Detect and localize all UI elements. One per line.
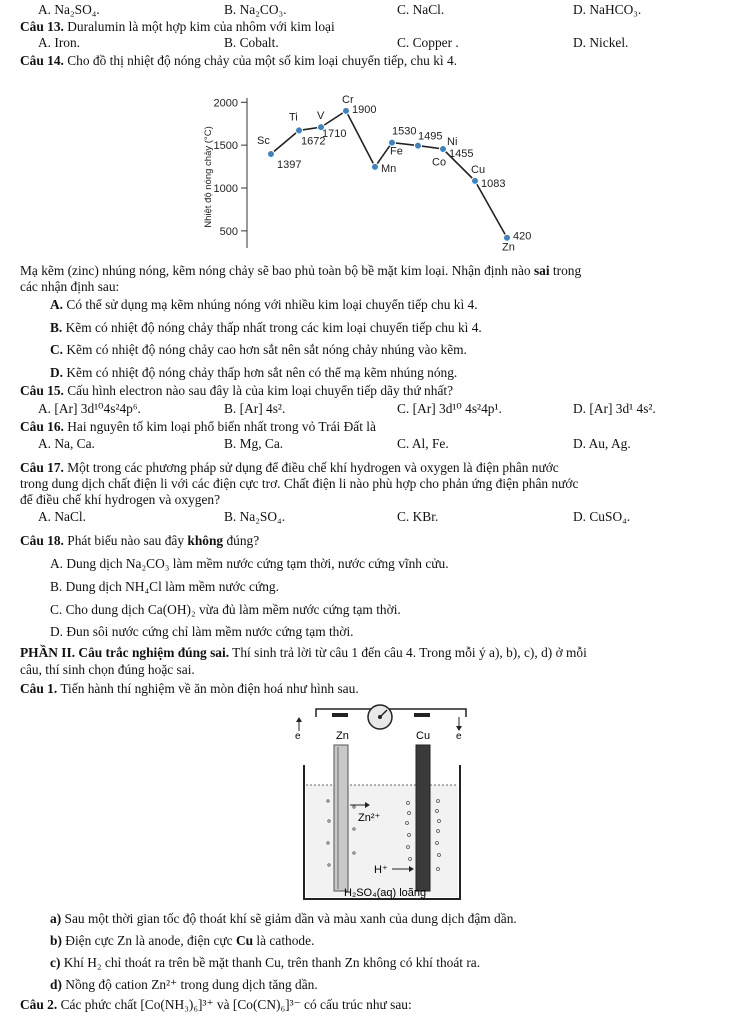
p2q2-text: Các phức chất [Co(NH₃)₆]³⁺ và [Co(CN)₆]³⁻ có cấu trúc như sau: bbox=[57, 997, 412, 1012]
q15-label: Câu 15. bbox=[20, 383, 64, 398]
q15-text: Cấu hình electron nào sau đây là của kim loại chuyển tiếp dãy thứ nhất? bbox=[63, 383, 454, 398]
zn-clamp bbox=[332, 713, 348, 717]
svg-text:Zn²⁺: Zn²⁺ bbox=[358, 812, 381, 824]
element-label-Ti: Ti bbox=[289, 111, 298, 124]
q13-label: Câu 13. bbox=[20, 19, 64, 34]
value-label-Ni: 1455 bbox=[449, 148, 474, 160]
part2-title: PHẦN II. Câu trắc nghiệm đúng sai. bbox=[20, 645, 230, 660]
q16-option-c: C. Al, Fe. bbox=[397, 436, 449, 451]
q18-stem bbox=[20, 533, 259, 549]
q18-option-b: B. Dung dịch NH₄Cl làm mềm nước cứng. bbox=[50, 579, 279, 594]
p2q1-text: Tiến hành thí nghiệm về ăn mòn điện hoá như hình sau. bbox=[57, 681, 359, 696]
q14-stem-text-end: trong bbox=[549, 263, 582, 278]
value-label-Zn: 420 bbox=[513, 230, 532, 243]
q17-option-a: A. NaCl. bbox=[38, 509, 86, 524]
p2q2-label: Câu 2. bbox=[20, 997, 58, 1012]
q16-option-b: B. Mg, Ca. bbox=[224, 436, 284, 451]
q15-option-c: C. [Ar] 3d¹⁰ 4s²4p¹. bbox=[397, 401, 502, 416]
element-label-Mn: Mn bbox=[381, 162, 397, 175]
p2q1-label: Câu 1. bbox=[20, 681, 58, 696]
q17-stem-line-2: trong dung dịch chất điện li với các điện cực trơ. Chất điện li nào phù hợp cho phản ứng điện phân nước bbox=[20, 476, 579, 491]
cu-label: Cu bbox=[416, 730, 431, 742]
q17-stem-line-1 bbox=[20, 460, 559, 476]
p2q1-stem bbox=[20, 681, 359, 697]
q15-option-a: A. [Ar] 3d¹⁰4s²4p⁶. bbox=[38, 401, 141, 416]
p2q1-statement-a: a) Sau một thời gian tốc độ thoát khí sẽ giảm dần và màu xanh của dung dịch đậm dần. bbox=[50, 911, 517, 926]
data-point-Co bbox=[415, 142, 422, 149]
y-tick-label: 500 bbox=[219, 225, 238, 238]
data-point-Cu bbox=[472, 177, 479, 184]
element-label-Cu: Cu bbox=[471, 163, 486, 176]
q15-stem bbox=[20, 383, 453, 399]
data-point-Mn bbox=[372, 163, 379, 170]
q17-option-b: B. Na₂SO₄. bbox=[224, 509, 286, 524]
value-label-Cu: 1083 bbox=[481, 177, 506, 190]
value-label-Fe: 1530 bbox=[392, 125, 417, 138]
q14-option-d: D. Kẽm có nhiệt độ nóng chảy thấp hơn sắt nên có thể mạ kẽm nhúng nóng. bbox=[50, 365, 458, 380]
element-label-Cr: Cr bbox=[342, 93, 354, 106]
q16-text: Hai nguyên tố kim loại phổ biến nhất trong vỏ Trái Đất là bbox=[63, 419, 376, 434]
q15-option-d: D. [Ar] 3d¹ 4s². bbox=[573, 401, 656, 416]
y-axis-label: Nhiệt độ nóng chảy (°C) bbox=[203, 126, 214, 228]
p2q1-statement-c: c) Khí H₂ chỉ thoát ra trên bề mặt thanh Cu, trên thanh Zn không có khí thoát ra. bbox=[50, 955, 481, 970]
q14-text: Cho đồ thị nhiệt độ nóng chảy của một số kim loại chuyển tiếp, chu kì 4. bbox=[63, 53, 458, 68]
data-point-Cr bbox=[343, 107, 350, 114]
q13-option-d: D. Nickel. bbox=[573, 35, 629, 50]
q12-option-b: B. Na₂CO₃. bbox=[224, 2, 287, 17]
value-label-V: 1710 bbox=[322, 128, 347, 141]
element-label-Fe: Fe bbox=[390, 145, 403, 158]
q16-stem bbox=[20, 419, 376, 435]
q18-text-end: đúng? bbox=[223, 533, 260, 548]
y-tick-label: 2000 bbox=[213, 97, 238, 110]
q12-option-c: C. NaCl. bbox=[397, 2, 445, 17]
data-points bbox=[257, 94, 531, 254]
data-point-Ni bbox=[440, 146, 447, 153]
q14-stem-line-1 bbox=[20, 263, 581, 279]
svg-text:e: e bbox=[295, 731, 301, 742]
q12-option-a: A. Na₂SO₄. bbox=[38, 2, 100, 17]
solution-label: H₂SO₄(aq) loãng bbox=[344, 887, 427, 899]
q15-option-b: B. [Ar] 4s². bbox=[224, 401, 286, 416]
zn-electrode bbox=[334, 745, 348, 891]
q17-option-d: D. CuSO₄. bbox=[573, 509, 631, 524]
value-label-Sc: 1397 bbox=[277, 158, 302, 171]
part2-instructions-line-2: câu, thí sinh chọn đúng hoặc sai. bbox=[20, 662, 195, 677]
q14-stem-text: Mạ kẽm (zinc) nhúng nóng, kẽm nóng chảy sẽ bao phủ toàn bộ bề mặt kim loại. Nhận định nào bbox=[20, 263, 534, 278]
data-point-Sc bbox=[268, 150, 275, 157]
q13-text: Duralumin là một hợp kim của nhôm với kim loại bbox=[63, 19, 335, 34]
q14-option-a: A. Có thể sử dụng mạ kẽm nhúng nóng với nhiều kim loại chuyển tiếp chu kì 4. bbox=[50, 297, 478, 312]
y-axis bbox=[203, 97, 247, 248]
electron-arrow-right bbox=[456, 717, 462, 742]
q13-option-c: C. Copper . bbox=[397, 35, 459, 50]
p2q2-stem bbox=[20, 997, 412, 1013]
value-label-Ti: 1672 bbox=[301, 135, 326, 148]
element-label-Sc: Sc bbox=[257, 134, 270, 147]
svg-text:H⁺: H⁺ bbox=[374, 864, 388, 876]
q13-stem bbox=[20, 19, 335, 35]
value-label-Co: 1495 bbox=[418, 130, 443, 143]
y-tick-label: 1500 bbox=[213, 140, 238, 153]
q17-label: Câu 17. bbox=[20, 460, 64, 475]
galvanometer-icon bbox=[368, 705, 392, 729]
element-label-Zn: Zn bbox=[502, 241, 515, 254]
melting-point-chart bbox=[185, 92, 565, 254]
part2-heading bbox=[20, 645, 587, 661]
p2q1-statement-b: b) Điện cực Zn là anode, điện cực Cu là cathode. bbox=[50, 933, 315, 948]
p2q1-statement-d: d) Nồng độ cation Zn²⁺ trong dung dịch tăng dần. bbox=[50, 977, 318, 992]
q17-option-c: C. KBr. bbox=[397, 509, 439, 524]
q14-option-c: C. Kẽm có nhiệt độ nóng chảy cao hơn sắt nên sắt nóng chảy nhúng vào kẽm. bbox=[50, 342, 467, 357]
q13-option-a: A. Iron. bbox=[38, 35, 81, 50]
q12-option-d: D. NaHCO₃. bbox=[573, 2, 642, 17]
element-label-Ni: Ni bbox=[447, 136, 458, 148]
galvanic-cell-figure bbox=[288, 703, 478, 903]
value-label-Cr: 1900 bbox=[352, 103, 377, 116]
data-point-Ti bbox=[296, 127, 303, 134]
q18-label: Câu 18. bbox=[20, 533, 64, 548]
q16-option-d: D. Au, Ag. bbox=[573, 436, 631, 451]
cu-electrode bbox=[416, 745, 430, 891]
q14-stem-line-2: các nhận định sau: bbox=[20, 279, 120, 294]
part2-instructions: Thí sinh trả lời từ câu 1 đến câu 4. Trong mỗi ý a), b), c), d) ở mỗi bbox=[229, 645, 587, 660]
svg-text:e: e bbox=[456, 731, 462, 742]
data-point-Zn bbox=[504, 234, 511, 241]
q16-label: Câu 16. bbox=[20, 419, 64, 434]
q14-label: Câu 14. bbox=[20, 53, 64, 68]
q17-stem-line-3: để điều chế khí hydrogen và oxygen? bbox=[20, 492, 221, 507]
q18-text: Phát biểu nào sau đây bbox=[63, 533, 188, 548]
q14-stem bbox=[20, 53, 457, 69]
zn-label: Zn bbox=[336, 730, 349, 742]
cu-clamp bbox=[414, 713, 430, 717]
q18-option-c: C. Cho dung dịch Ca(OH)₂ vừa đủ làm mềm nước cứng tạm thời. bbox=[50, 602, 401, 617]
electron-arrow-left bbox=[295, 717, 302, 742]
q16-option-a: A. Na, Ca. bbox=[38, 436, 95, 451]
y-tick-label: 1000 bbox=[213, 183, 238, 195]
q18-option-d: D. Đun sôi nước cứng chỉ làm mềm nước cứng tạm thời. bbox=[50, 624, 354, 639]
q14-option-b: B. Kẽm có nhiệt độ nóng chảy thấp nhất trong các kim loại chuyển tiếp chu kì 4. bbox=[50, 320, 482, 335]
q13-option-b: B. Cobalt. bbox=[224, 35, 279, 50]
element-label-Co: Co bbox=[432, 156, 447, 169]
q18-option-a: A. Dung dịch Na₂CO₃ làm mềm nước cứng tạm thời, nước cứng vĩnh cửu. bbox=[50, 556, 449, 571]
element-label-V: V bbox=[317, 110, 325, 123]
q17-text: Một trong các phương pháp sử dụng để điều chế khí hydrogen và oxygen là điện phân nước bbox=[63, 460, 559, 475]
q14-emphasis-sai: sai bbox=[533, 263, 550, 278]
q18-emphasis-khong: không bbox=[187, 533, 224, 548]
